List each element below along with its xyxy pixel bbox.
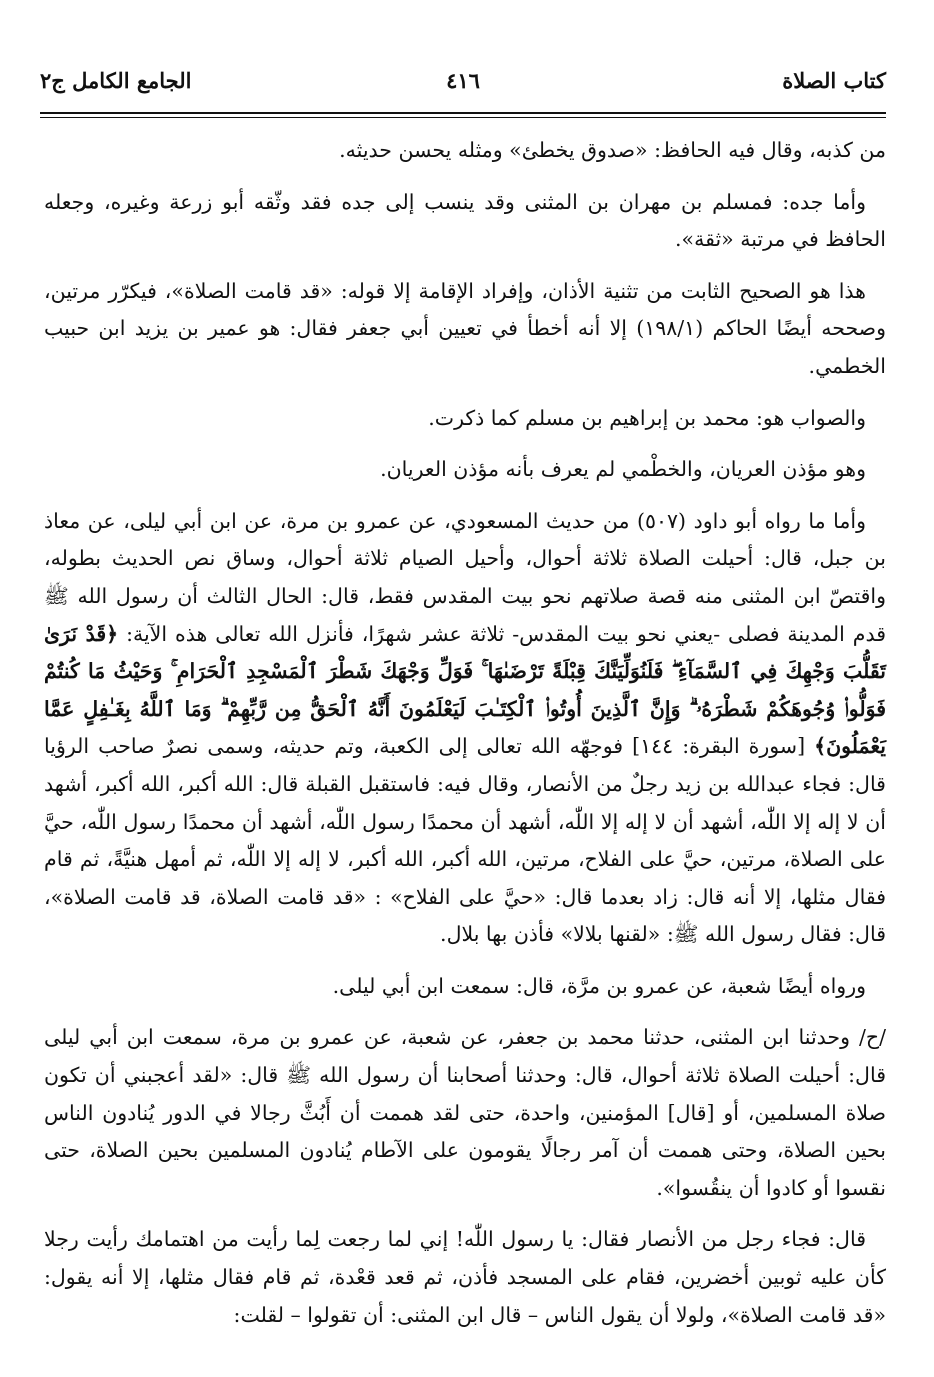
paragraph-6-intro: وأما ما رواه أبو داود (٥٠٧) من حديث المسعودي، عن عمرو بن مرة، عن ابن أبي ليلى، عن معاذ بن جبل، قال: أحيلت الصلاة ثلاثة أحوال، وأحيل الصيام ثلاثة أحوال، وساق نص الحديث بطوله، واقتصّ ابن المثنى منه قصة صلاتهم نحو بيت المقدس فقط، قال: الحال الثالث أن رسول الله ﷺ قدم المدينة فصلى -يعني نحو بيت المقدس- ثلاثة عشر شهرًا، فأنزل الله تعالى هذه الآية: — [44, 508, 886, 646]
page-body — [44, 132, 886, 1348]
paragraph-5: وهو مؤذن العريان، والخطْمي لم يعرف بأنه مؤذن العريان. — [380, 457, 866, 482]
paragraph-3: هذا هو الصحيح الثابت من تثنية الأذان، وإفراد الإقامة إلا قوله: «قد قامت الصلاة»، فيكرّر مرتين، وصححه أيضًا الحاكم (١٩٨/١) إلا أنه أخطأ في تعيين أبي جعفر فقال: هو عمير بن يزيد ابن حبيب الخطمي. — [44, 278, 886, 378]
paragraph-4: والصواب هو: محمد بن إبراهيم بن مسلم كما ذكرت. — [428, 405, 866, 430]
paragraph-6-rest: [سورة البقرة: ١٤٤] فوجهّه الله تعالى إلى الكعبة، وتم حديثه، وسمى نصرٌ صاحب الرؤيا قال: فجاء عبدالله بن زيد رجلٌ من الأنصار، وقال فيه: فاستقبل القبلة قال: الله أكبر، الله أكبر، أشهد أن لا إله إلا اللّٰه، أشهد أن لا إله إلا اللّٰه، أشهد أن محمدًا رسول اللّٰه، أشهد أن محمدًا رسول اللّٰه، حيَّ على الصلاة، مرتين، حيَّ على الفلاح، مرتين، الله أكبر، الله أكبر، لا إله إلا اللّٰه، ثم أمهل هنيَّةً، ثم قام فقال مثلها، إلا أنه قال: زاد بعدما قال: «حيَّ على الفلاح» : «قد قامت الصلاة، قد قامت الصلاة»، قال: فقال رسول الله ﷺ: «لقنها بلالا» فأذن بها بلال. — [44, 734, 886, 947]
paragraph-1: من كذبه، وقال فيه الحافظ: «صدوق يخطئ» ومثله يحسن حديثه. — [339, 138, 886, 162]
paragraph-6 — [44, 503, 886, 954]
paragraph-7: ورواه أيضًا شعبة، عن عمرو بن مرَّة، قال: سمعت ابن أبي ليلى. — [332, 973, 866, 998]
paragraph-2: وأما جده: فمسلم بن مهران بن المثنى وقد ينسب إلى جده فقد وثّقه أبو زرعة وغيره، وجعله الحافظ في مرتبة «ثقة». — [44, 189, 886, 252]
paragraph-9: قال: فجاء رجل من الأنصار فقال: يا رسول اللّٰه! إني لما رجعت لِما رأيت من اهتمامك رأيت رجلا كأن عليه ثوبين أخضرين، فقام على المسجد فأذن، ثم قعد قعْدة، ثم قام فقال مثلها، إلا أنه يقول: «قد قامت الصلاة»، ولولا أن يقول الناس – قال ابن المثنى: أن تقولوا – لقلت: — [44, 1227, 886, 1327]
header-divider-thin — [40, 117, 886, 118]
page-number: ٤١٦ — [446, 68, 480, 93]
page-header — [40, 60, 886, 100]
book-title: الجامع الكامل ج٢ — [40, 68, 192, 93]
paragraph-8: /ح/ وحدثنا ابن المثنى، حدثنا محمد بن جعفر، عن شعبة، عن عمرو بن مرة، سمعت ابن أبي ليلى قال: أحيلت الصلاة ثلاثة أحوال، قال: وحدثنا أصحابنا أن رسول الله ﷺ قال: «لقد أعجبني أن تكون صلاة المسلمين، أو [قال] المؤمنين، واحدة، حتى لقد هممت أن أَبُثَّ رجالا في الدور يُنادون الناس بحين الصلاة، وحتى هممت أن آمر رجالًا يقومون على الآطام يُنادون المسلمين بحين الصلاة، حتى نقسوا أو كادوا أن ينقُسوا». — [44, 1025, 886, 1200]
header-divider-thick — [40, 112, 886, 114]
book-section-title: كتاب الصلاة — [782, 68, 886, 93]
quran-verse: ﴿قَدْ نَرَىٰ تَقَلُّبَ وَجْهِكَ فِي ٱلسَّمَآءِ ۖ فَلَنُوَلِّيَنَّكَ قِبْلَةً تَرْضَىٰهَا ۚ فَوَلِّ وَجْهَكَ شَطْرَ ٱلْمَسْجِدِ ٱلْحَرَامِ ۚ وَحَيْثُ مَا كُنتُمْ فَوَلُّوا۟ وُجُوهَكُمْ شَطْرَهُۥ ۗ وَإِنَّ ٱلَّذِينَ أُوتُوا۟ ٱلْكِتَـٰبَ لَيَعْلَمُونَ أَنَّهُ ٱلْحَقُّ مِن رَّبِّهِمْ ۗ وَمَا ٱللَّهُ بِغَـٰفِلٍ عَمَّا يَعْمَلُونَ﴾ — [44, 621, 886, 759]
